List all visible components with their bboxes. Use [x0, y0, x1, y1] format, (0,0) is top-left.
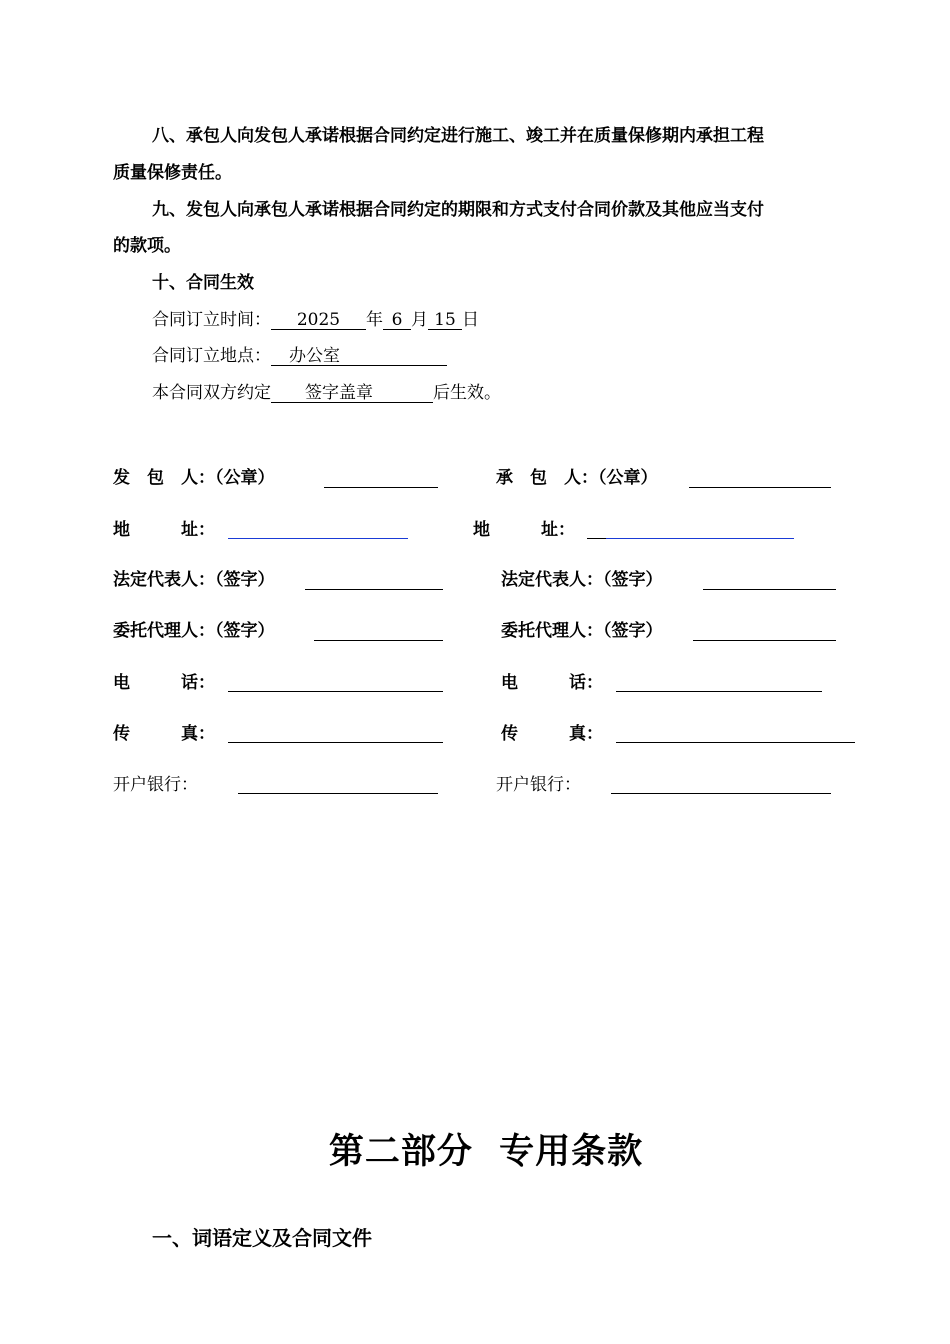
contract-month-unit: 月 [411, 310, 428, 330]
clause-ten-title: 十、合同生效 [152, 273, 254, 293]
employer-agent-label: 委托代理人：（签字） [113, 621, 275, 641]
contract-month-value: 6 [383, 311, 411, 330]
contractor-bank-line[interactable] [611, 793, 831, 794]
contract-condition-row [152, 383, 501, 403]
contractor-phone-line[interactable] [616, 691, 822, 692]
contractor-party-label: 承 包 人：（公章） [496, 468, 658, 488]
employer-legal-rep-label: 法定代表人：（签字） [113, 570, 275, 590]
contract-place-row [152, 346, 447, 366]
employer-legal-rep-line[interactable] [305, 589, 443, 590]
employer-seal-line[interactable] [324, 487, 438, 488]
contractor-agent-label: 委托代理人：（签字） [501, 621, 663, 641]
employer-bank-line[interactable] [238, 793, 438, 794]
contract-date-row [152, 310, 479, 330]
employer-phone-line[interactable] [228, 691, 443, 692]
contract-day-unit: 日 [462, 310, 479, 330]
contract-place-text: 办公室 [289, 346, 340, 366]
employer-fax-line[interactable] [228, 742, 443, 743]
contract-condition-text: 签字盖章 [305, 383, 373, 403]
contract-place-label: 合同订立地点： [152, 346, 271, 366]
employer-address-label: 地 址： [113, 520, 215, 540]
contractor-agent-line[interactable] [693, 640, 836, 641]
contract-condition-suffix: 后生效。 [433, 383, 501, 403]
contractor-bank-label: 开户银行： [496, 775, 581, 795]
employer-phone-label: 电 话： [113, 673, 215, 693]
contract-day-value: 15 [428, 311, 462, 330]
clause-eight-line2: 质量保修责任。 [113, 163, 232, 183]
contractor-fax-label: 传 真： [501, 724, 603, 744]
contractor-address-line-start [587, 538, 607, 539]
employer-agent-line[interactable] [314, 640, 443, 641]
contract-condition-prefix: 本合同双方约定 [152, 383, 271, 403]
contractor-address-label: 地 址： [473, 520, 575, 540]
contractor-seal-line[interactable] [689, 487, 831, 488]
contractor-legal-rep-line[interactable] [703, 589, 836, 590]
employer-bank-label: 开户银行： [113, 775, 198, 795]
clause-nine-line2: 的款项。 [113, 236, 181, 256]
contract-year-unit: 年 [366, 310, 383, 330]
contractor-address-line[interactable] [606, 538, 794, 539]
employer-party-label: 发 包 人：（公章） [113, 468, 275, 488]
part-two-section-one: 一、词语定义及合同文件 [152, 1226, 372, 1250]
part-two-title: 第二部分 专用条款 [328, 1131, 644, 1172]
contract-condition-value [271, 384, 433, 403]
clause-eight-line1: 八、承包人向发包人承诺根据合同约定进行施工、竣工并在质量保修期内承担工程 [152, 126, 764, 146]
contract-year-value: 2025 [271, 311, 366, 330]
contractor-phone-label: 电 话： [501, 673, 603, 693]
contractor-legal-rep-label: 法定代表人：（签字） [501, 570, 663, 590]
contractor-fax-line[interactable] [616, 742, 855, 743]
employer-fax-label: 传 真： [113, 724, 215, 744]
contract-place-value [271, 347, 447, 366]
clause-nine-line1: 九、发包人向承包人承诺根据合同约定的期限和方式支付合同价款及其他应当支付 [152, 200, 764, 220]
employer-address-line[interactable] [228, 538, 408, 539]
contract-date-label: 合同订立时间： [152, 310, 271, 330]
